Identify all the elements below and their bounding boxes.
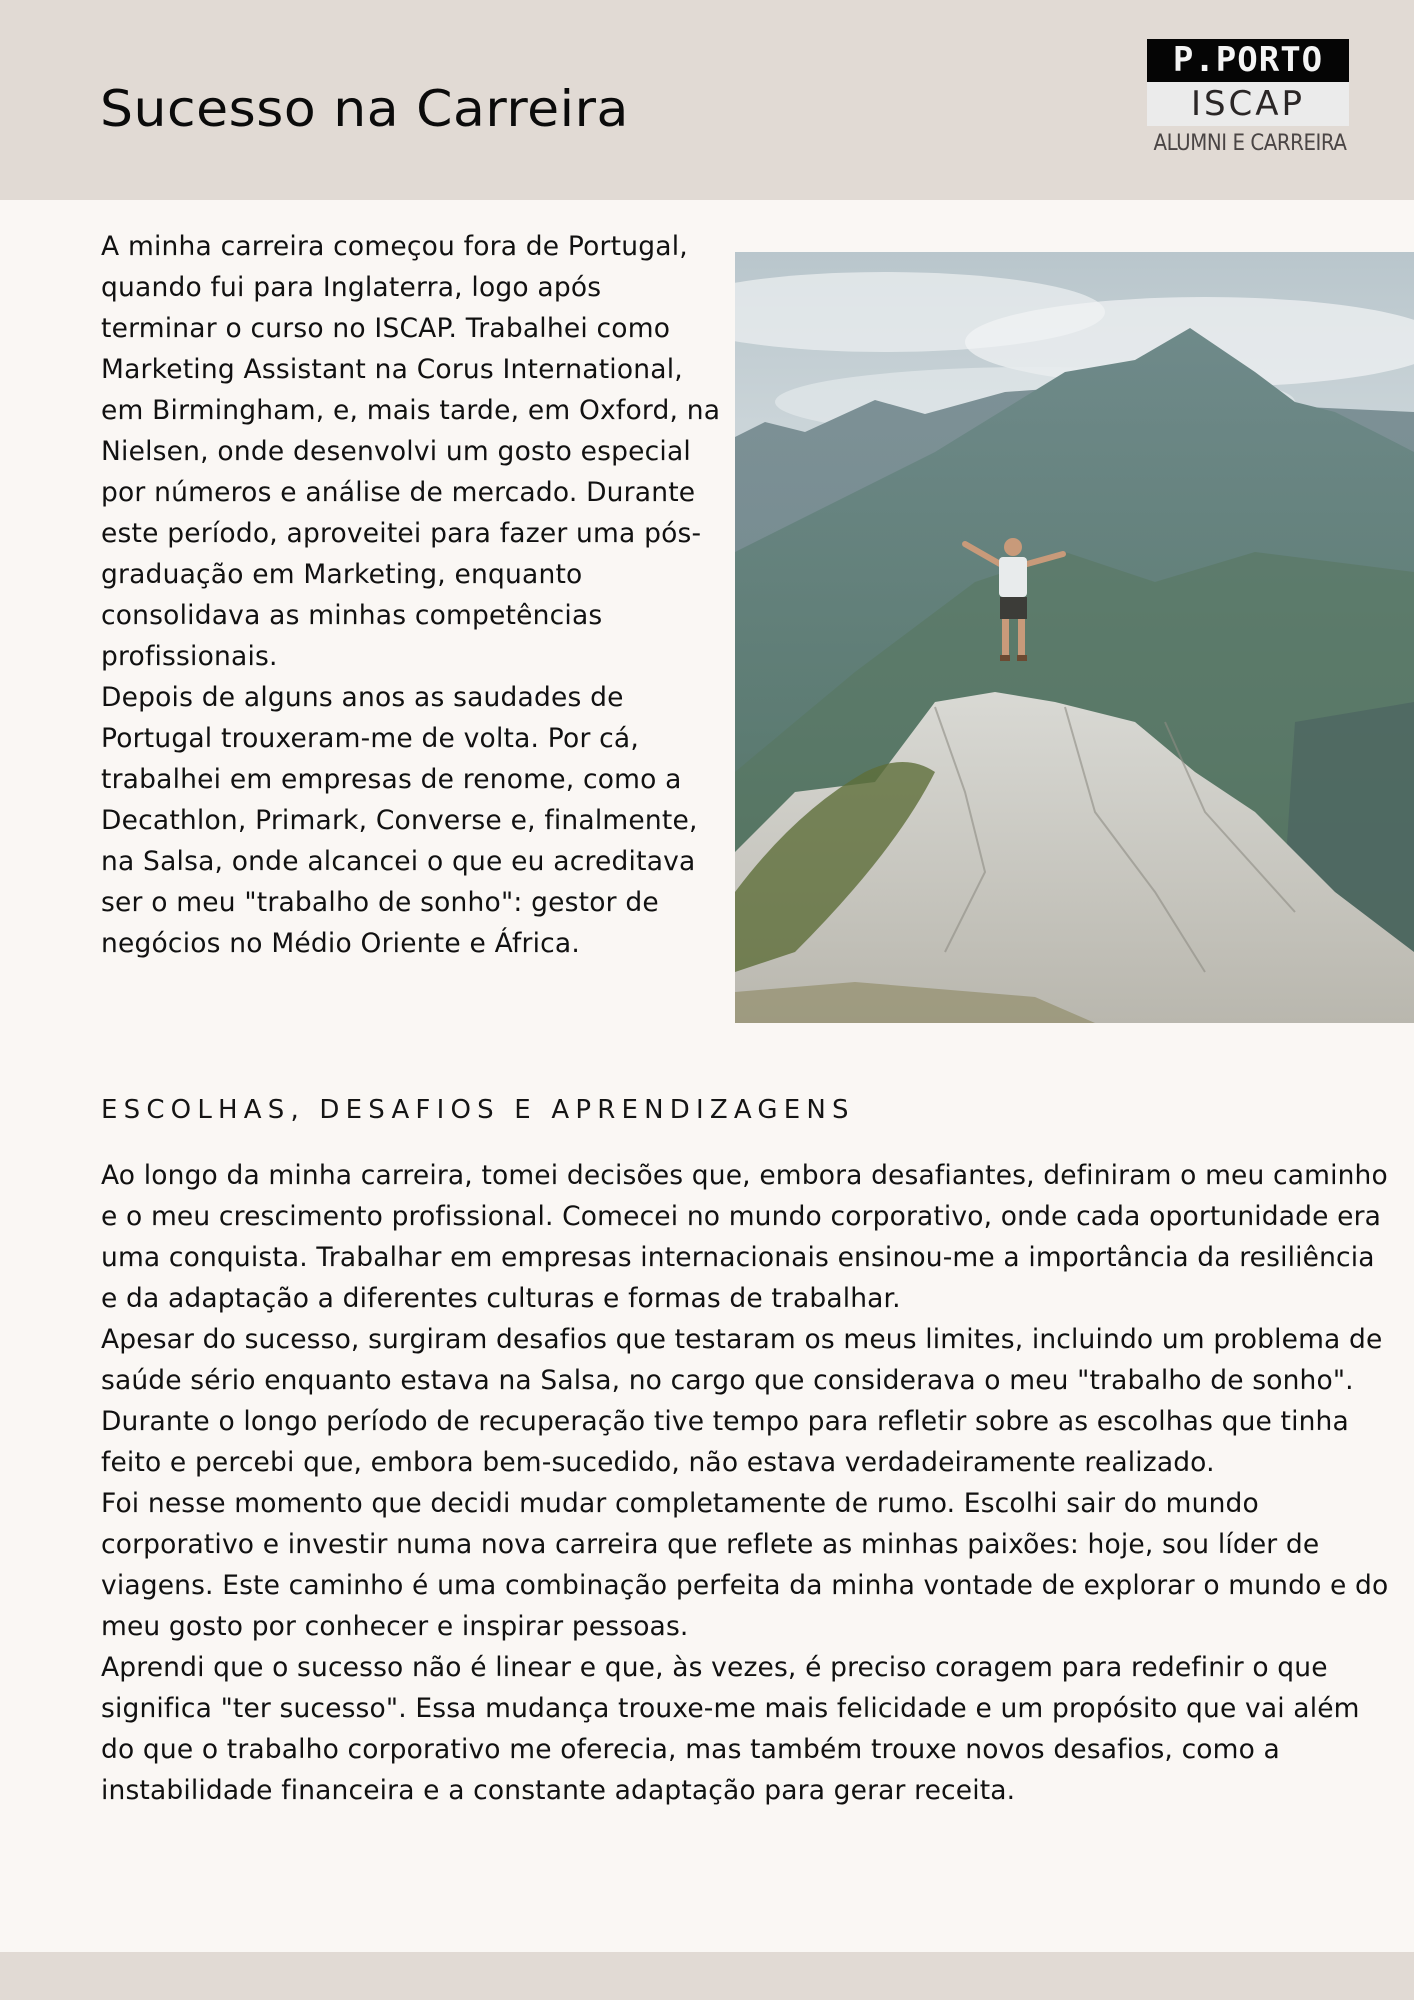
pporto-iscap-logo [1130,38,1370,160]
section-heading: ESCOLHAS, DESAFIOS E APRENDIZAGENS [101,1095,855,1125]
intro-paragraph: Depois de alguns anos as saudades de Portugal trouxeram-me de volta. Por cá, trabalhei em empresas de renome, como a Decathlon, Primark, Converse e, finalmente, na Salsa, onde alcancei o que eu acreditava ser o meu "trabalho de sonho": gestor de negócios no Médio Oriente e África. [101,682,698,959]
section-paragraph: Foi nesse momento que decidi mudar completamente de rumo. Escolhi sair do mundo corporativo e investir numa nova carreira que reflete as minhas paixões: hoje, sou líder de viagens. Este caminho é uma combinação perfeita da minha vontade de explorar o mundo e do meu gosto por conhecer e inspirar pessoas. [101,1488,1389,1642]
logo-iscap-text: ISCAP [1147,82,1349,126]
page-title: Sucesso na Carreira [100,80,629,138]
section-paragraph: Aprendi que o sucesso não é linear e que, às vezes, é preciso coragem para redefinir o que significa "ter sucesso". Essa mudança trouxe-me mais felicidade e um propósito que vai além do que o trabalho corporativo me oferecia, mas também trouxe novos desafios, como a instabilidade financeira e a constante adaptação para gerar receita. [101,1652,1360,1806]
logo-pporto-text: P.PORTO [1147,39,1349,82]
intro-text [101,226,721,964]
section-paragraph: Ao longo da minha carreira, tomei decisões que, embora desafiantes, definiram o meu caminho e o meu crescimento profissional. Comecei no mundo corporativo, onde cada oportunidade era uma conquista. Trabalhar em empresas internacionais ensinou-me a importância da resiliência e da adaptação a diferentes culturas e formas de trabalhar. [101,1160,1388,1314]
hiker-photo [735,252,1414,1023]
intro-paragraph: A minha carreira começou fora de Portugal, quando fui para Inglaterra, logo após terminar o curso no ISCAP. Trabalhei como Marketing Assistant na Corus International, em Birmingham, e, mais tarde, em Oxford, na Nielsen, onde desenvolvi um gosto especial por números e análise de mercado. Durante este período, aproveitei para fazer uma pós-graduação em Marketing, enquanto consolidava as minhas competências profissionais. [101,231,721,672]
section-paragraph: Apesar do sucesso, surgiram desafios que testaram os meus limites, incluindo um problema de saúde sério enquanto estava na Salsa, no cargo que considerava o meu "trabalho de sonho". Durante o longo período de recuperação tive tempo para refletir sobre as escolhas que tinha feito e percebi que, embora bem-sucedido, não estava verdadeiramente realizado. [101,1324,1383,1478]
hiker-on-summit-image [735,252,1414,1023]
section-body [101,1155,1391,1811]
footer-band [0,1952,1414,2000]
logo-alumni-text: ALUMNI E CARREIRA [1153,131,1347,156]
header-band [0,0,1414,200]
